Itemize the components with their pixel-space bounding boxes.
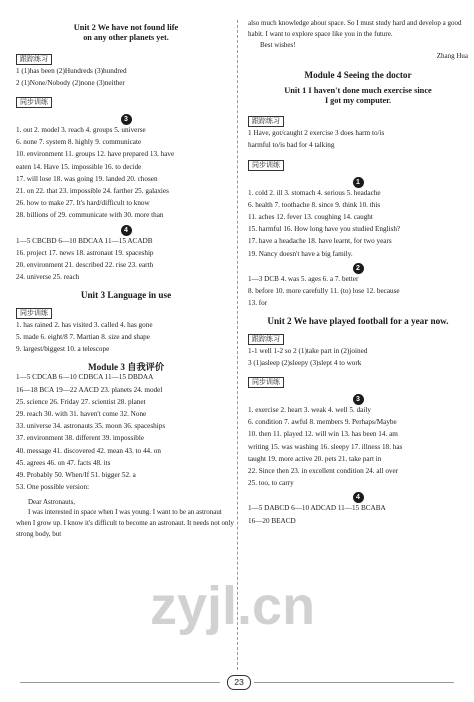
answer-line: 26. how to make 27. It's hard/difficult to know [16,199,150,208]
answer-line: 53. One possible version: [16,483,90,492]
unit1-subtitle: I got my computer. [324,95,392,105]
answer-line: writing 15. was washing 16. sleepy 17. illness 18. has [248,442,403,451]
page-number: 23 [227,675,251,690]
right-column [248,18,468,530]
answer-line: 49. Probably 50. When/If 51. bigger 52. a [16,471,136,480]
answer-line: 28. billions of 29. communicate with 30. more than [16,211,164,220]
watermark: zyjl.cn [150,576,316,636]
unit2-title: Unit 2 We have not found life [73,23,179,32]
answer-line: 1—3 DCB 4. was 5. ages 6. a 7. better [248,274,359,283]
answer-line: 1. exercise 2. heart 3. weak 4. well 5. daily [248,406,371,415]
answer-line: 19. Nancy doesn't have a big family. [248,249,353,258]
answer-line: 1—5 CDCAB 6—10 CDBCA 11—15 DBDAA [16,373,154,382]
answer-line: 16—20 BEACD [248,516,296,525]
answer-line: 16—18 BCA 19—22 AACD 23. planets 24. model [16,385,163,394]
answer-line: 8. before 10. more carefully 11. (to) lose 12. because [248,287,400,296]
practice-label: 跟踪练习 [248,116,284,127]
unit2-right-title: Unit 2 We have played football for a year now. [267,316,449,327]
answer-line: 6. health 7. toothache 8. since 9. think 10. this [248,200,381,209]
letter-greeting: Dear Astronauts, [28,497,76,506]
section-marker-1: 1 [248,177,468,188]
answer-line: 11. aches 12. fever 13. coughing 14. caught [248,213,373,221]
answer-line: 45. agrees 46. on 47. facts 48. its [16,458,111,467]
unit2-subtitle: on any other planets yet. [83,33,169,43]
letter-closing: Best wishes! [260,40,296,49]
answer-line: 25. science 26. Friday 27. scientist 28. planet [16,397,146,406]
answer-line: 6. condition 7. awful 8. members 9. Perhaps/Maybe [248,418,397,427]
answer-line: 37. environment 38. different 39. impossible [16,434,145,443]
footer-rule-right [254,682,454,683]
section-marker-4: 4 [248,492,468,503]
left-column [16,18,236,540]
answer-line: 9. largest/biggest 10. a telescope [16,345,110,354]
answer-line: eaten 14. Have 15. impossible 16. to decide [16,162,142,171]
letter-body: I was interested in space when I was young. I want to be an astronaut when I grow up. I know it's difficult to become an astronaut. It needs not only strong body, but [16,508,234,539]
practice-label: 跟踪练习 [16,54,52,65]
sync-training-label: 同步训练 [16,308,52,319]
answer-line: 6. none 7. system 8. highly 9. communicate [16,138,142,147]
answer-line: 1—5 DABCD 6—10 ADCAD 11—15 BCABA [248,504,386,513]
answer-line: 15. harmful 16. How long have you studied English? [248,225,401,234]
answer-line: 2 (1)None/Nobody (2)none (3)neither [16,78,125,87]
answer-line: 25. too, to carry [248,479,294,488]
answer-line: 20. environment 21. described 22. rise 23. earth [16,261,154,270]
practice-label: 跟踪练习 [248,334,284,345]
letter-continued: also much knowledge about space. So I must study hard and develop a good habit. I want to explore space like you in the future. [248,19,462,38]
answer-line: 1. cold 2. ill 3. stomach 4. serious 5. headache [248,188,381,197]
sync-training-label: 同步训练 [248,377,284,388]
answer-line: 24. universe 25. reach [16,273,80,282]
answer-line: 40. message 41. discovered 42. mean 43. to 44. on [16,446,161,455]
column-divider [237,20,238,670]
section-marker-3: 3 [248,394,468,405]
answer-line: 17. will lose 18. was going 19. landed 20. chosen [16,174,158,183]
answer-line: 33. universe 34. astronauts 35. moon 36. spaceships [16,422,166,431]
answer-line: 17. have a headache 18. have learnt, for two years [248,237,392,246]
answer-line: 10. then 11. played 12. will win 13. has been 14. am [248,430,398,439]
answer-line: 16. project 17. news 18. astronaut 19. spaceship [16,248,154,257]
answer-line: 1—5 CBCBD 6—10 BDCAA 11—15 ACADB [16,236,153,245]
section-marker-2: 2 [248,263,468,274]
answer-line: 1 (1)has been (2)Hundreds (3)hundred [16,66,127,75]
section-marker-3: 3 [16,114,236,125]
answer-line: taught 19. more active 20. pets 21. take part in [248,454,382,463]
answer-line: 1. has rained 2. has visited 3. called 4. has gone [16,320,153,329]
answer-line: 21. on 22. that 23. impossible 24. farther 25. galaxies [16,187,169,196]
answer-line: 1. out 2. model 3. reach 4. groups 5. universe [16,126,146,135]
footer-rule-left [20,682,220,683]
answer-line: 29. reach 30. with 31. haven't come 32. None [16,410,147,419]
sync-training-label: 同步训练 [16,97,52,108]
answer-line: 10. environment 11. groups 12. have prepared 13. have [16,150,175,159]
answer-line: 5. made 6. eight/8 7. Martian 8. size and shape [16,332,150,341]
sync-training-label: 同步训练 [248,160,284,171]
answer-line: 1-1 well 1-2 so 2 (1)take part in (2)joined [248,346,368,355]
answer-line: 22. Since then 23. in excellent condition 24. all over [248,467,399,476]
section-marker-4: 4 [16,225,236,236]
answer-line: 13. for [248,299,268,308]
module3-title: Module 3 自我评价 [87,362,165,373]
answer-line: 3 (1)asleep (2)sleepy (3)slept 4 to work [248,358,362,367]
unit3-title: Unit 3 Language in use [80,290,172,301]
answer-line: harmful to/is bad for 4 talking [248,141,335,150]
letter-signature: Zhang Hua [436,51,468,60]
unit1-title: Unit 1 I haven't done much exercise since [284,85,432,95]
answer-line: 1 Have, got/caught 2 exercise 3 does harm to/is [248,129,385,138]
module4-title: Module 4 Seeing the doctor [304,70,412,81]
